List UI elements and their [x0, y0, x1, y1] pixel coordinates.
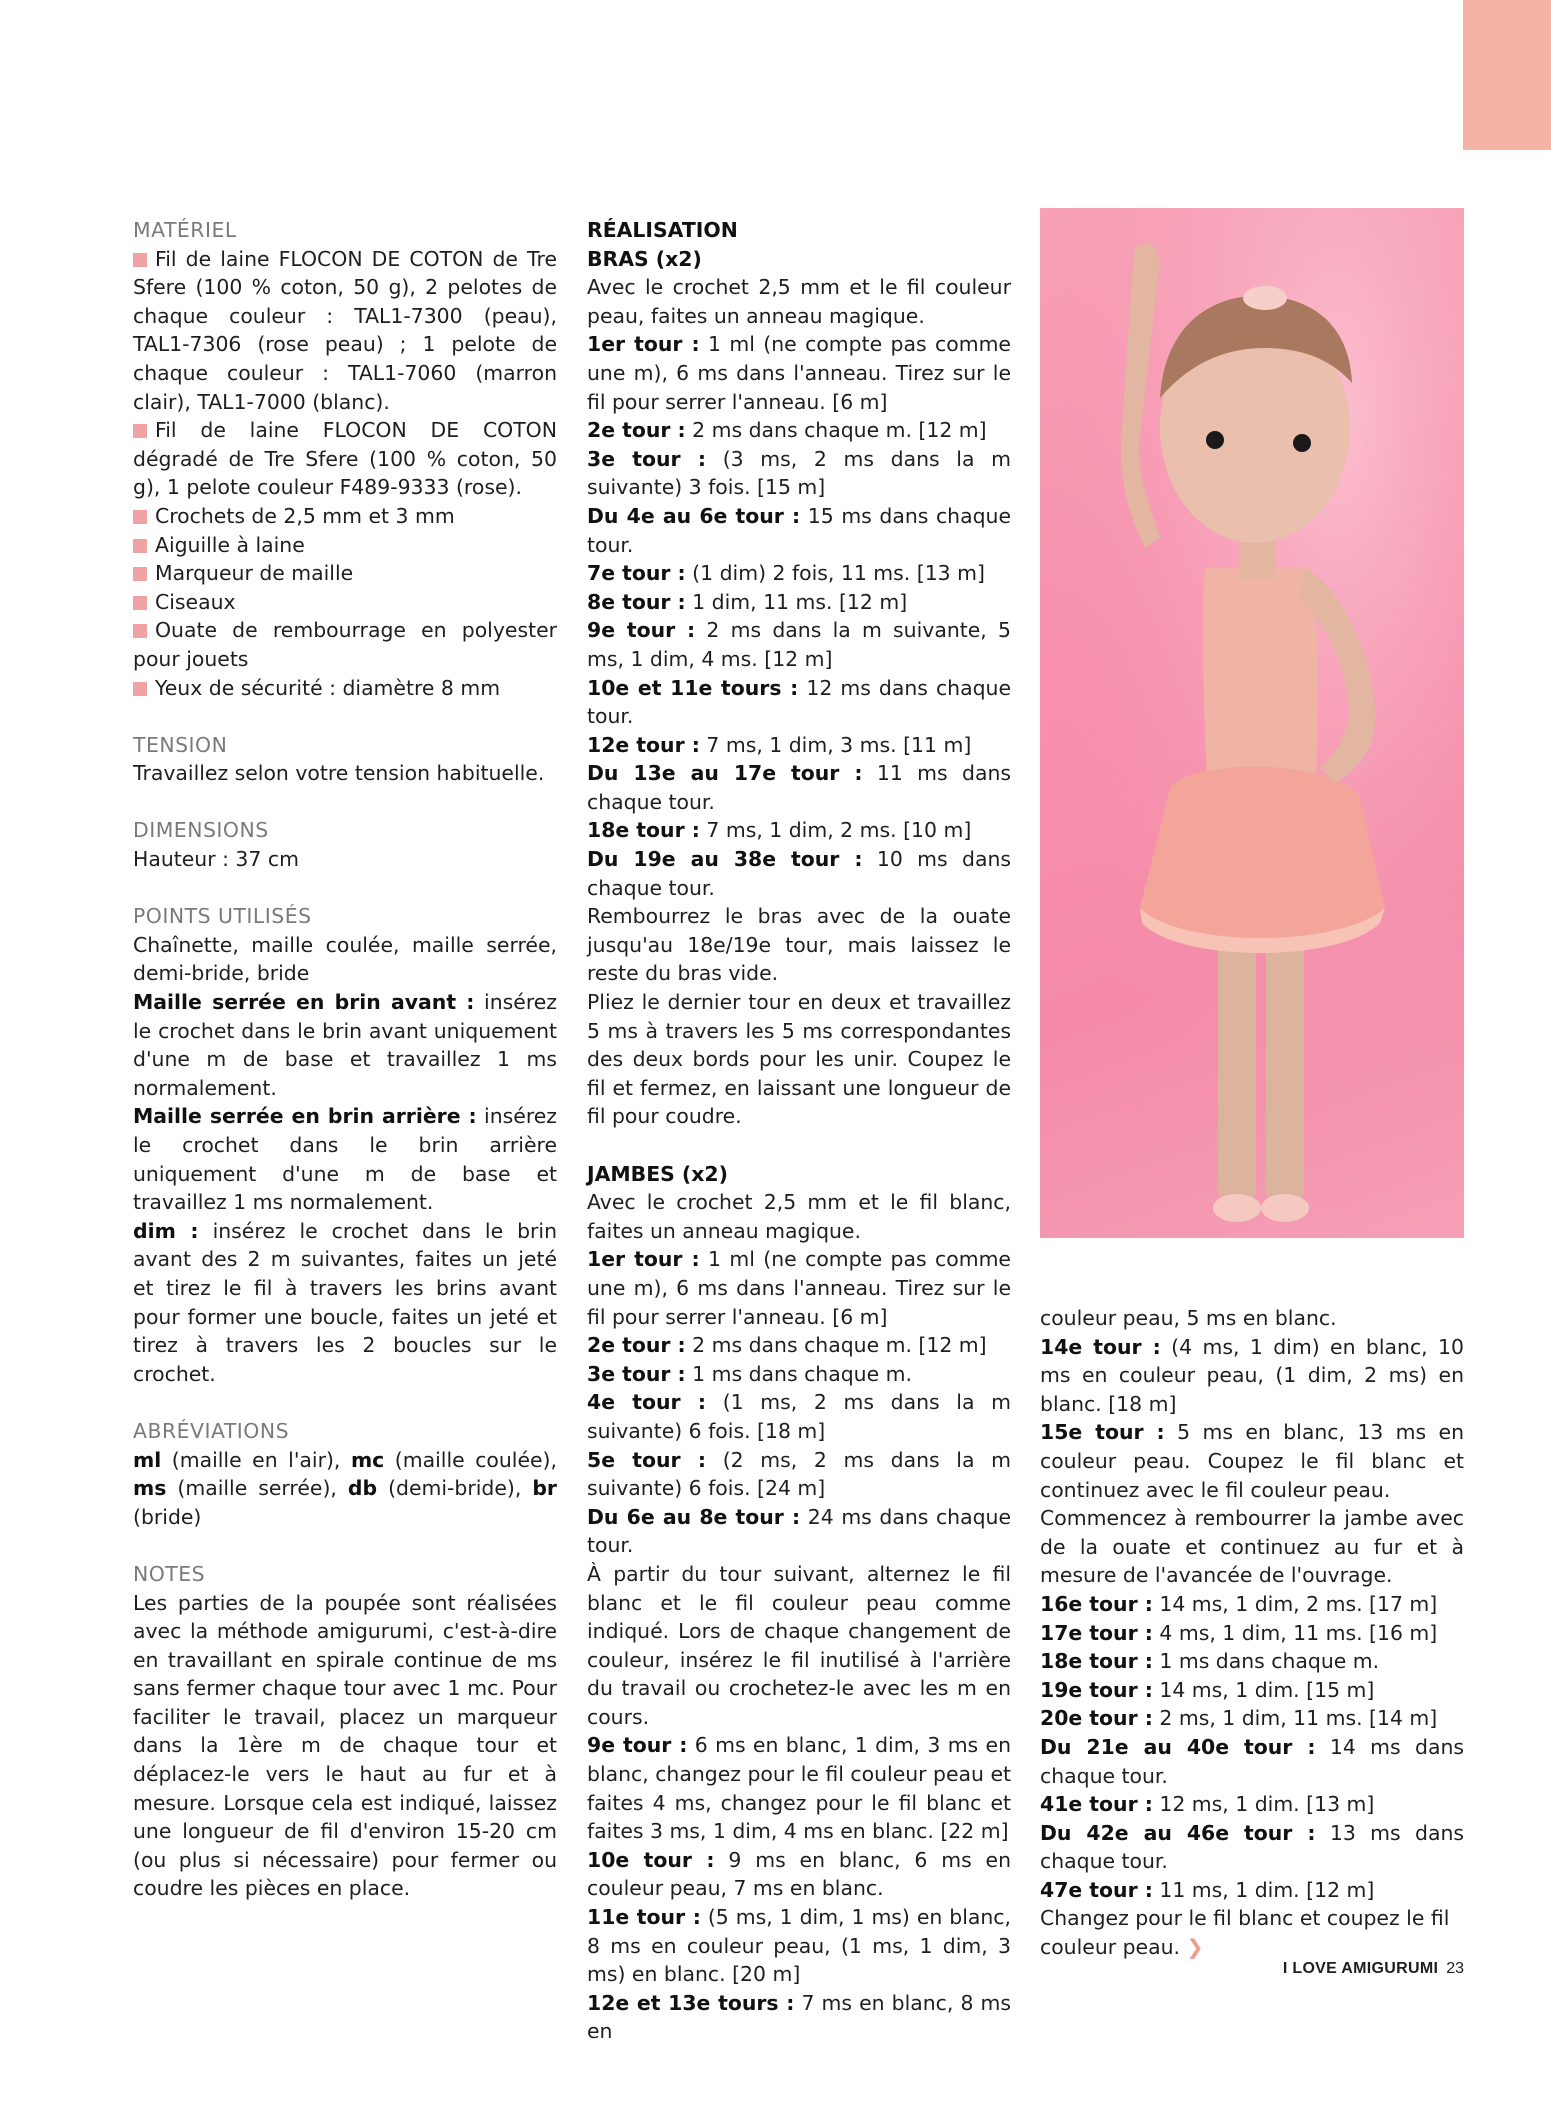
instruction-row [587, 1331, 1011, 1360]
row-label: Du 19e au 38e tour : [587, 847, 863, 872]
row-label: 47e tour : [1040, 1877, 1153, 1902]
instruction-row [587, 674, 1011, 731]
point-term: dim : [133, 1218, 199, 1243]
row-label: 2e tour : [587, 418, 686, 443]
bullet-square-icon [133, 424, 147, 438]
row-text: 7 ms, 1 dim, 3 ms. [11 m] [699, 732, 972, 757]
tension-text: Travaillez selon votre tension habituelle. [133, 761, 545, 786]
instruction-row [587, 816, 1011, 845]
instruction-row [1040, 1819, 1464, 1876]
row-label: 17e tour : [1040, 1620, 1153, 1645]
instruction-row [587, 845, 1011, 902]
points-text: Chaînette, maille coulée, maille serrée, demi-bride, bride [133, 932, 557, 986]
row-label: 9e tour : [587, 1733, 688, 1758]
jambes-rows-4 [1040, 1590, 1464, 1905]
row-text: 14 ms dans chaque tour. [1040, 1734, 1464, 1788]
points-title: POINTS UTILISÉS [133, 904, 312, 929]
row-text: (4 ms, 1 dim) en blanc, 10 ms en couleur peau, (1 dim, 2 ms) en blanc. [18 m] [1040, 1334, 1464, 1416]
point-definition [133, 988, 557, 1102]
bras-end-1: Rembourrez le bras avec de la ouate jusqu'au 18e/19e tour, mais laissez le reste du bras vide. [587, 904, 1011, 986]
row-text: 4 ms, 1 dim, 11 ms. [16 m] [1152, 1620, 1438, 1645]
row-label: 2e tour : [587, 1333, 686, 1358]
bras-title: BRAS (x2) [587, 246, 702, 271]
row-text: 13 ms dans chaque tour. [1040, 1820, 1464, 1874]
row-label: 14e tour : [1040, 1334, 1161, 1359]
row-label: 11e tour : [587, 1905, 701, 1930]
instruction-row [1040, 1333, 1464, 1419]
jambes-rows-1 [587, 1245, 1011, 1560]
bullet-square-icon [133, 539, 147, 553]
point-term: Maille serrée en brin avant : [133, 990, 475, 1015]
magazine-name: I LOVE AMIGURUMI [1282, 1960, 1439, 1977]
materiel-item [133, 245, 557, 417]
abbr-term: mc [350, 1447, 385, 1472]
instruction-row [587, 1989, 1011, 2046]
point-term: Maille serrée en brin arrière : [133, 1104, 477, 1129]
row-text: 2 ms dans chaque m. [12 m] [685, 418, 987, 443]
page-number: 23 [1446, 1960, 1464, 1977]
materiel-item [133, 559, 557, 588]
row-label: 12e tour : [587, 732, 700, 757]
row-label: Du 42e au 46e tour : [1040, 1820, 1316, 1845]
materiel-item [133, 502, 557, 531]
instruction-row [587, 445, 1011, 502]
page-footer [1283, 1960, 1464, 1978]
col3-end [1040, 1904, 1464, 1961]
row-label: 5e tour : [587, 1447, 707, 1472]
doll-photo [1040, 208, 1464, 1238]
row-label: 10e tour : [587, 1847, 715, 1872]
instruction-row [587, 330, 1011, 416]
jambes-rows-2 [587, 1731, 1011, 2046]
instruction-row [1040, 1676, 1464, 1705]
row-text: 6 ms en blanc, 1 dim, 3 ms en blanc, changez pour le fil couleur peau et faites 4 ms, changez pour le fil blanc et faites 3 ms, 1 dim, 4 ms en blanc. [22 m] [587, 1733, 1011, 1844]
materiel-item-text: Yeux de sécurité : diamètre 8 mm [155, 675, 501, 700]
row-label: 12e et 13e tours : [587, 1990, 795, 2015]
dimensions-text: Hauteur : 37 cm [133, 847, 299, 872]
row-label: 20e tour : [1040, 1706, 1153, 1731]
materiel-title: MATÉRIEL [133, 218, 237, 242]
row-text: 2 ms dans chaque m. [12 m] [685, 1333, 987, 1358]
row-text: 11 ms dans chaque tour. [587, 761, 1011, 814]
point-text: insérez le crochet dans le brin arrière uniquement d'une m de base et travaillez 1 ms normalement. [133, 1104, 557, 1215]
row-text: 15 ms dans chaque tour. [587, 503, 1011, 557]
point-text: insérez le crochet dans le brin avant des 2 m suivantes, faites un jeté et tirez le fil à travers les brins avant pour former une boucle, faites un jeté et tirez à travers les 2 boucles sur le crochet. [133, 1218, 557, 1386]
column-instructions-continued [1040, 1304, 1464, 1962]
abbr-def: (maille en l'air), [161, 1447, 351, 1472]
point-definition [133, 1102, 557, 1216]
row-text: 14 ms, 1 dim, 2 ms. [17 m] [1152, 1591, 1438, 1616]
instruction-row [587, 1846, 1011, 1903]
instruction-row [1040, 1619, 1464, 1648]
instruction-row [587, 559, 1011, 588]
row-text: 24 ms dans chaque tour. [587, 1504, 1011, 1558]
instruction-row [1040, 1876, 1464, 1905]
abbr-term: ms [133, 1476, 167, 1501]
materiel-list [133, 245, 557, 703]
row-label: Du 4e au 6e tour : [587, 503, 801, 528]
row-text: (3 ms, 2 ms dans la m suivante) 3 fois. [15 m] [587, 446, 1011, 500]
instruction-row [587, 1503, 1011, 1560]
dimensions-title: DIMENSIONS [133, 818, 269, 843]
row-label: 8e tour : [587, 589, 686, 614]
row-text: 7 ms, 1 dim, 2 ms. [10 m] [699, 818, 972, 843]
materiel-item-text: Marqueur de maille [155, 561, 354, 586]
instruction-row [587, 502, 1011, 559]
instruction-row [1040, 1590, 1464, 1619]
row-label: 1er tour : [587, 1247, 700, 1272]
row-label: 3e tour : [587, 1361, 686, 1386]
corner-color-tab [1463, 0, 1551, 150]
continue-arrow-icon: ❯ [1186, 1935, 1204, 1960]
abbr-def: (maille serrée), [166, 1476, 348, 1501]
row-text: (2 ms, 2 ms dans la m suivante) 6 fois. [24 m] [587, 1447, 1011, 1501]
instruction-row [587, 1388, 1011, 1445]
abbr-def: (maille coulée), [384, 1447, 557, 1472]
row-label: 18e tour : [587, 818, 700, 843]
materiel-item-text: Ouate de rembourrage en polyester pour jouets [133, 618, 557, 671]
row-label: 1er tour : [587, 332, 700, 357]
row-text: (1 dim) 2 fois, 11 ms. [13 m] [685, 561, 985, 586]
materiel-item-text: Crochets de 2,5 mm et 3 mm [155, 503, 455, 528]
row-label: 41e tour : [1040, 1792, 1153, 1817]
row-label: 7e tour : [587, 561, 686, 586]
row-label: 3e tour : [587, 446, 707, 471]
bullet-square-icon [133, 253, 147, 267]
row-text: (5 ms, 1 dim, 1 ms) en blanc, 8 ms en couleur peau, (1 ms, 1 dim, 3 ms) en blanc. [20 m] [587, 1905, 1011, 1987]
bullet-square-icon [133, 682, 147, 696]
instruction-row [587, 1446, 1011, 1503]
point-definition [133, 1217, 557, 1389]
instruction-row [587, 1731, 1011, 1845]
column-materials [133, 216, 557, 1903]
materiel-item [133, 674, 557, 703]
row-label: 9e tour : [587, 618, 696, 643]
instruction-row [1040, 1418, 1464, 1504]
materiel-item-text: Aiguille à laine [155, 532, 305, 557]
instruction-row [587, 616, 1011, 673]
materiel-item-text: Ciseaux [155, 589, 236, 614]
abbr-term: ml [133, 1447, 162, 1472]
instruction-row [1040, 1733, 1464, 1790]
materiel-item [133, 416, 557, 502]
row-text: 12 ms dans chaque tour. [587, 675, 1011, 729]
instruction-row [1040, 1790, 1464, 1819]
row-text: 11 ms, 1 dim. [12 m] [1152, 1877, 1375, 1902]
row-text: 1 ms dans chaque m. [1152, 1649, 1380, 1674]
jambes-title: JAMBES (x2) [587, 1161, 728, 1186]
row-text: 10 ms dans chaque tour. [587, 847, 1011, 900]
row-text: 1 ms dans chaque m. [685, 1361, 912, 1386]
materiel-item [133, 531, 557, 560]
bullet-square-icon [133, 596, 147, 610]
instruction-row [587, 416, 1011, 445]
row-text: 9 ms en blanc, 6 ms en couleur peau, 7 ms en blanc. [587, 1847, 1011, 1901]
notes-text: Les parties de la poupée sont réalisées avec la méthode amigurumi, c'est-à-dire en travaillant en spirale continue de ms sans fermer chaque tour avec 1 mc. Pour faciliter le travail, placez un marqueur dans la 1ère m de chaque tour et déplacez-le vers le haut au fur et à mesure. Lorsque cela est indiqué, laissez une longueur de fil d'environ 15-20 cm (ou plus si nécessaire) pour fermer ou coudre les pièces en place. [133, 1590, 557, 1901]
instruction-row [1040, 1704, 1464, 1733]
row-text: 5 ms en blanc, 13 ms en couleur peau. Coupez le fil blanc et continuez avec le fil couleur peau. [1040, 1420, 1465, 1502]
bullet-square-icon [133, 624, 147, 638]
instruction-row [1040, 1647, 1464, 1676]
row-text: 1 ml (ne compte pas comme une m), 6 ms dans l'anneau. Tirez sur le fil pour serrer l'anneau. [6 m] [587, 1247, 1011, 1329]
materiel-item [133, 616, 557, 673]
row-label: Du 6e au 8e tour : [587, 1504, 801, 1529]
amigurumi-doll-illustration [1040, 208, 1464, 1238]
row-label: 19e tour : [1040, 1677, 1153, 1702]
instruction-row [587, 731, 1011, 760]
materiel-item-text: Fil de laine FLOCON DE COTON de Tre Sfere (100 % coton, 50 g), 2 pelotes de chaque couleur : TAL1-7300 (peau), TAL1-7306 (rose peau) ; 1 pelote de chaque couleur : TAL1-7060 (marron clair), TAL1-7000 (blanc). [133, 246, 557, 414]
row-text: 1 dim, 11 ms. [12 m] [685, 589, 908, 614]
abbr-def: (bride) [133, 1504, 202, 1529]
abbr-def: (demi-bride), [377, 1476, 533, 1501]
row-label: 4e tour : [587, 1390, 707, 1415]
materiel-item [133, 588, 557, 617]
row-text: 2 ms, 1 dim, 11 ms. [14 m] [1152, 1706, 1438, 1731]
instruction-row [587, 1360, 1011, 1389]
jambes-intro: Avec le crochet 2,5 mm et le fil blanc, faites un anneau magique. [587, 1190, 1011, 1243]
row-label: 10e et 11e tours : [587, 675, 799, 700]
abbr-term: db [347, 1476, 378, 1501]
point-text: insérez le crochet dans le brin avant uniquement d'une m de base et travaillez 1 ms normalement. [133, 990, 558, 1100]
tension-title: TENSION [133, 732, 228, 757]
instruction-row [587, 759, 1011, 816]
jambes-rows-3 [1040, 1333, 1464, 1505]
bras-rows [587, 330, 1011, 902]
abreviations-text [133, 1446, 557, 1532]
row-text: 1 ml (ne compte pas comme une m), 6 ms dans l'anneau. Tirez sur le fil pour serrer l'anneau. [6 m] [587, 332, 1011, 414]
row-label: Du 13e au 17e tour : [587, 761, 863, 786]
row-text: 12 ms, 1 dim. [13 m] [1152, 1792, 1375, 1817]
row-text: 14 ms, 1 dim. [15 m] [1152, 1677, 1375, 1702]
row-text: (1 ms, 2 ms dans la m suivante) 6 fois. [18 m] [587, 1390, 1011, 1443]
row-label: Du 21e au 40e tour : [1040, 1734, 1316, 1759]
abbr-term: br [532, 1476, 557, 1501]
row-label: 16e tour : [1040, 1591, 1153, 1616]
materiel-item-text: Fil de laine FLOCON DE COTON dégradé de Tre Sfere (100 % coton, 50 g), 1 pelote couleur F489-9333 (rose). [133, 418, 557, 500]
row-label: 15e tour : [1040, 1420, 1165, 1445]
notes-title: NOTES [133, 1561, 206, 1586]
bras-intro: Avec le crochet 2,5 mm et le fil couleur peau, faites un anneau magique. [587, 275, 1011, 328]
bullet-square-icon [133, 567, 147, 581]
points-definitions [133, 988, 557, 1388]
row-label: 18e tour : [1040, 1649, 1153, 1674]
instruction-row [587, 588, 1011, 617]
bullet-square-icon [133, 510, 147, 524]
column-instructions [587, 216, 1011, 2046]
jambes-mid: À partir du tour suivant, alternez le fil blanc et le fil couleur peau comme indiqué. Lors de chaque changement de couleur, insérez le fil inutilisé à l'arrière du travail ou crochetez-le avec les m en cours. [587, 1561, 1011, 1729]
instruction-row [587, 1245, 1011, 1331]
col3-end-text: Changez pour le fil blanc et coupez le fil couleur peau. [1040, 1906, 1450, 1960]
abreviations-title: ABRÉVIATIONS [133, 1418, 290, 1443]
bras-end-2: Pliez le dernier tour en deux et travaillez 5 ms à travers les 5 ms correspondantes des deux bords pour les unir. Coupez le fil et fermez, en laissant une longueur de fil pour coudre. [587, 990, 1011, 1129]
col3-continuation: couleur peau, 5 ms en blanc. [1040, 1306, 1337, 1330]
realisation-title: RÉALISATION [587, 218, 738, 242]
col3-mid: Commencez à rembourrer la jambe avec de la ouate et continuez au fur et à mesure de l'avancée de l'ouvrage. [1040, 1506, 1464, 1588]
row-text: 2 ms dans la m suivante, 5 ms, 1 dim, 4 ms. [12 m] [587, 618, 1011, 671]
instruction-row [587, 1903, 1011, 1989]
row-text: 7 ms en blanc, 8 ms en [587, 1990, 1011, 2044]
